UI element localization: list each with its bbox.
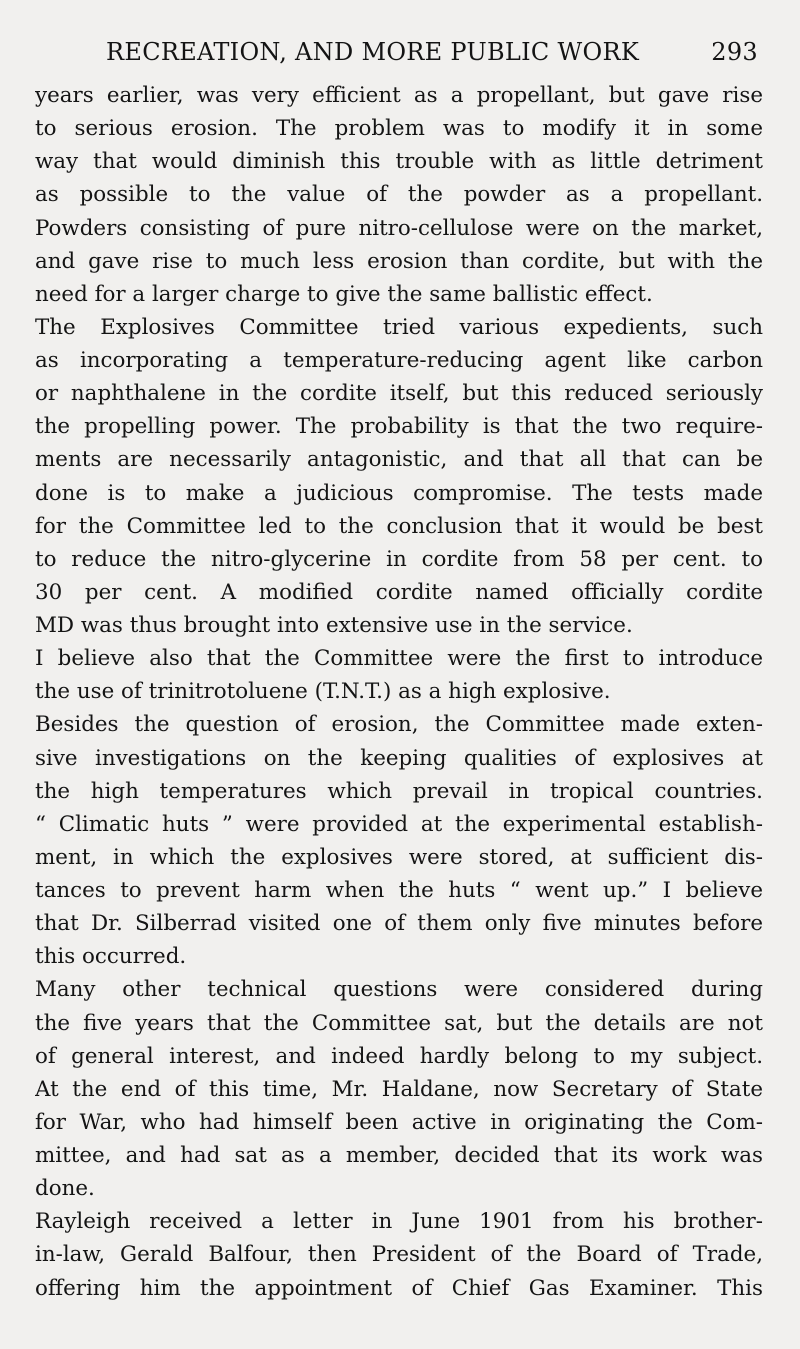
- text-line: ments are necessarily antagonistic, and that all that can be: [35, 447, 763, 473]
- text-line: as possible to the value of the powder as a propellant.: [35, 182, 763, 208]
- text-line: MD was thus brought into extensive use in the service.: [35, 613, 633, 638]
- text-line: to reduce the nitro-glycerine in cordite from 58 per cent. to: [35, 546, 763, 572]
- running-head: [54, 32, 758, 72]
- text-line: in-law, Gerald Balfour, then President of the Board of Trade,: [35, 1242, 763, 1268]
- text-line: need for a larger charge to give the same ballistic effect.: [35, 281, 653, 307]
- text-line: or naphthalene in the cordite itself, but this reduced seriously: [35, 381, 763, 407]
- text-line: At the end of this time, Mr. Haldane, now Secretary of State: [35, 1076, 763, 1102]
- text-line: 30 per cent. A modified cordite named officially cordite: [35, 579, 763, 605]
- text-line: the five years that the Committee sat, but the details are not: [35, 1010, 763, 1036]
- text-line: The Explosives Committee tried various expedients, such: [35, 314, 763, 340]
- text-line: years earlier, was very efficient as a propellant, but gave rise: [35, 83, 763, 108]
- text-line: done.: [35, 1176, 95, 1202]
- page-number: 293: [711, 38, 758, 66]
- text-line: the high temperatures which prevail in tropical countries.: [35, 778, 763, 804]
- text-line: ment, in which the explosives were stored, at sufficient dis-: [35, 844, 763, 870]
- text-line: Rayleigh received a letter in June 1901 from his brother-: [35, 1209, 763, 1235]
- text-line: the use of trinitrotoluene (T.N.T.) as a high explosive.: [35, 679, 611, 705]
- text-line: Powders consisting of pure nitro-cellulose were on the market,: [35, 215, 763, 241]
- text-line: Besides the question of erosion, the Committee made exten-: [35, 712, 763, 738]
- text-line: mittee, and had sat as a member, decided that its work was: [35, 1143, 763, 1168]
- text-line: for the Committee led to the conclusion that it would be best: [35, 513, 763, 539]
- text-line: tances to prevent harm when the huts “ went up.” I believe: [35, 878, 763, 903]
- body-text: [35, 79, 763, 1305]
- text-line: this occurred.: [35, 944, 187, 970]
- text-line: done is to make a judicious compromise. The tests made: [35, 480, 763, 506]
- text-line: “ Climatic huts ” were provided at the experimental establish-: [35, 811, 763, 837]
- text-line: and gave rise to much less erosion than cordite, but with the: [35, 248, 763, 274]
- text-line: to serious erosion. The problem was to modify it in some: [35, 116, 763, 142]
- text-line: for War, who had himself been active in originating the Com-: [35, 1109, 763, 1135]
- text-line: of general interest, and indeed hardly belong to my subject.: [35, 1043, 763, 1069]
- text-line: sive investigations on the keeping qualities of explosives at: [35, 745, 763, 771]
- text-line: Many other technical questions were considered during: [35, 977, 763, 1003]
- text-line: as incorporating a temperature-reducing agent like carbon: [35, 348, 763, 373]
- text-line: way that would diminish this trouble with as little detriment: [35, 149, 763, 175]
- text-line: offering him the appointment of Chief Gas Examiner. This: [35, 1275, 763, 1301]
- text-line: I believe also that the Committee were the first to introduce: [35, 646, 763, 672]
- text-line: that Dr. Silberrad visited one of them only five minutes before: [35, 911, 763, 937]
- text-line: the propelling power. The probability is that the two require-: [35, 414, 763, 440]
- chapter-title: RECREATION, AND MORE PUBLIC WORK: [106, 38, 640, 66]
